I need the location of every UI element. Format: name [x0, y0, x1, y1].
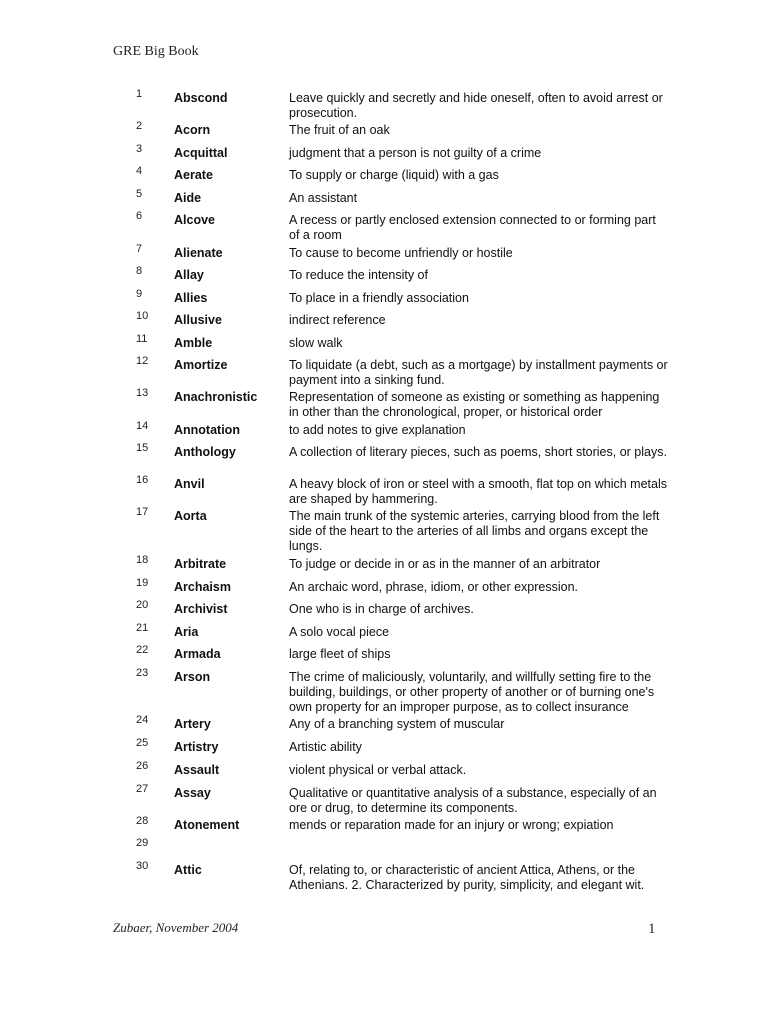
entry-number: 7: [136, 243, 143, 255]
entry-word: Anthology: [174, 445, 236, 459]
entry-number: 4: [136, 165, 143, 177]
entry-definition: A collection of literary pieces, such as poems, short stories, or plays.: [289, 445, 667, 459]
entry-definition: One who is in charge of archives.: [289, 602, 474, 616]
entry-number: 9: [136, 288, 143, 300]
entry-number: 18: [136, 554, 149, 566]
entry-word: Allay: [174, 268, 204, 282]
entry-number: 26: [136, 760, 149, 772]
entry-word: Amortize: [174, 358, 228, 372]
entry-definition: An archaic word, phrase, idiom, or other expression.: [289, 580, 579, 594]
entry-definition: The main trunk of the systemic arteries, carrying blood from the left side of the heart to the arteries of all limbs and organs except the lungs.: [289, 509, 660, 553]
entry-word: Alienate: [174, 246, 223, 260]
entry-definition: A solo vocal piece: [289, 625, 390, 639]
entry-word: Acquittal: [174, 146, 228, 160]
entry-word: Amble: [174, 336, 213, 350]
entry-word: Allies: [174, 291, 208, 305]
entry-number: 11: [136, 333, 148, 345]
entry-number: 29: [136, 837, 149, 849]
entry-word: Archaism: [174, 580, 231, 594]
page-header-title: GRE Big Book: [113, 44, 199, 59]
entry-word: Aerate: [174, 168, 213, 182]
entry-word: Acorn: [174, 123, 211, 137]
entry-number: 3: [136, 143, 143, 155]
entry-definition: Qualitative or quantitative analysis of a substance, especially of an ore or drug, to determine its components.: [289, 786, 657, 815]
entry-definition: Artistic ability: [289, 740, 362, 754]
entry-number: 5: [136, 188, 143, 200]
entry-definition: large fleet of ships: [289, 647, 391, 661]
footer-author-date: Zubaer, November 2004: [113, 920, 239, 935]
entry-word: Arbitrate: [174, 557, 227, 571]
entry-definition: judgment that a person is not guilty of a crime: [289, 146, 542, 160]
entry-number: 13: [136, 387, 149, 399]
entry-number: 16: [136, 474, 149, 486]
entry-number: 22: [136, 644, 149, 656]
entry-word: Assault: [174, 763, 220, 777]
entry-definition: To cause to become unfriendly or hostile: [289, 246, 513, 260]
entry-number: 25: [136, 737, 149, 749]
entry-word: Artery: [174, 717, 211, 731]
entry-number: 27: [136, 783, 149, 795]
entry-number: 30: [136, 860, 149, 872]
entry-word: Allusive: [174, 313, 222, 327]
entry-number: 10: [136, 310, 149, 322]
entry-definition: Any of a branching system of muscular: [289, 717, 505, 731]
entry-number: 14: [136, 420, 149, 432]
entry-definition: Of, relating to, or characteristic of ancient Attica, Athens, or the Athenians. 2. Characterized by purity, simplicity, and elegant wit.: [289, 863, 645, 892]
entry-definition: violent physical or verbal attack.: [289, 763, 467, 777]
entry-word: Assay: [174, 786, 211, 800]
entry-word: Atonement: [174, 818, 240, 832]
entry-word: Attic: [174, 863, 202, 877]
entry-number: 12: [136, 355, 149, 367]
entry-word: Arson: [174, 670, 211, 684]
entry-definition: Leave quickly and secretly and hide oneself, often to avoid arrest or prosecution.: [289, 91, 663, 120]
entry-word: Anvil: [174, 477, 205, 491]
entry-definition: To supply or charge (liquid) with a gas: [289, 168, 499, 182]
entry-definition: The crime of maliciously, voluntarily, and willfully setting fire to the building, buildings, or other property of another or of burning one's own property for an improper purpose, as to collect insurance: [289, 670, 655, 714]
entry-definition: To judge or decide in or as in the manner of an arbitrator: [289, 557, 601, 571]
entry-number: 17: [136, 506, 149, 518]
entry-definition: To reduce the intensity of: [289, 268, 428, 282]
entry-definition: A heavy block of iron or steel with a smooth, flat top on which metals are shaped by hammering.: [289, 477, 667, 506]
entry-number: 20: [136, 599, 149, 611]
footer-page-number: 1: [648, 921, 656, 937]
entry-definition: slow walk: [289, 336, 343, 350]
entry-definition: To liquidate (a debt, such as a mortgage) by installment payments or payment into a sinking fund.: [289, 358, 668, 387]
entry-definition: A recess or partly enclosed extension connected to or forming part of a room: [289, 213, 656, 242]
entry-number: 24: [136, 714, 149, 726]
entry-word: Annotation: [174, 423, 240, 437]
entry-number: 21: [136, 622, 149, 634]
entry-word: Aria: [174, 625, 199, 639]
entry-definition: Representation of someone as existing or something as happening in other than the chronological, proper, or historical order: [289, 390, 660, 419]
entry-number: 1: [136, 88, 143, 100]
entry-definition: mends or reparation made for an injury or wrong; expiation: [289, 818, 614, 832]
entry-word: Artistry: [174, 740, 219, 754]
entry-number: 6: [136, 210, 143, 222]
entry-definition: The fruit of an oak: [289, 123, 390, 137]
entry-definition: indirect reference: [289, 313, 386, 327]
entry-definition: to add notes to give explanation: [289, 423, 466, 437]
entry-number: 23: [136, 667, 149, 679]
entry-word: Armada: [174, 647, 221, 661]
entry-word: Aide: [174, 191, 202, 205]
entry-word: Abscond: [174, 91, 228, 105]
entry-word: Alcove: [174, 213, 215, 227]
entry-definition: To place in a friendly association: [289, 291, 469, 305]
entry-definition: An assistant: [289, 191, 358, 205]
entry-number: 15: [136, 442, 149, 454]
entry-word: Anachronistic: [174, 390, 258, 404]
entry-word: Archivist: [174, 602, 228, 616]
entry-number: 8: [136, 265, 143, 277]
entry-number: 28: [136, 815, 149, 827]
entry-number: 2: [136, 120, 143, 132]
entry-number: 19: [136, 577, 149, 589]
entry-word: Aorta: [174, 509, 207, 523]
